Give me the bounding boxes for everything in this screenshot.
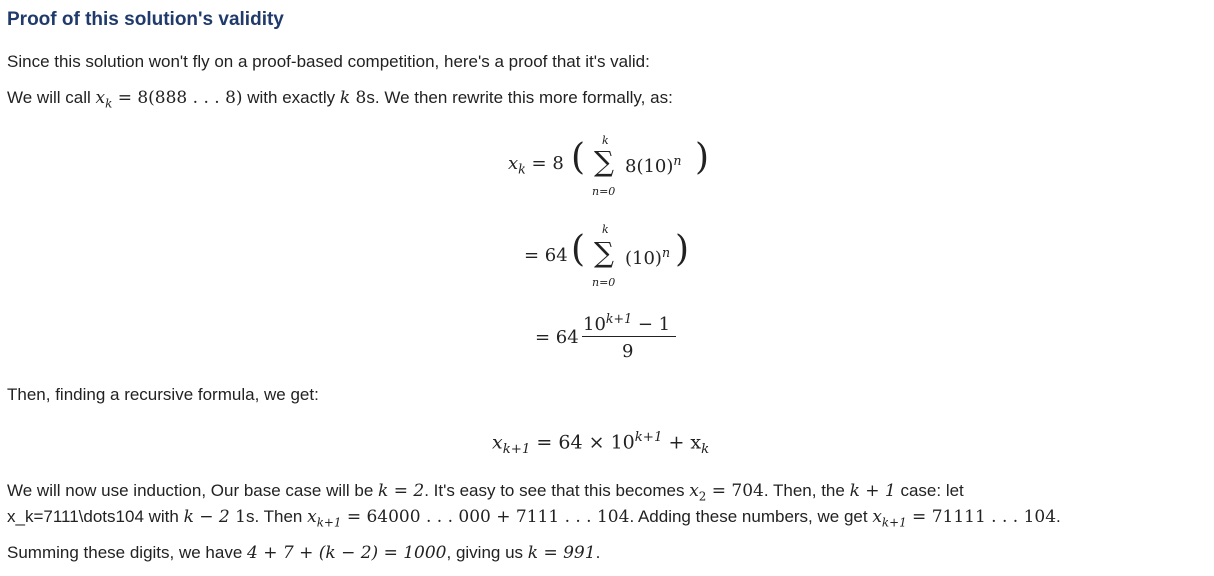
- equation-4: [492, 430, 709, 457]
- sum-body: [625, 245, 670, 269]
- sigma-icon: ∑: [594, 145, 614, 178]
- math-x: x: [307, 507, 317, 527]
- sum-lower-limit: n=0: [592, 276, 616, 289]
- math-body: (10): [625, 248, 662, 269]
- math-minus-one: − 1: [632, 314, 671, 335]
- fraction-numerator: [583, 311, 670, 335]
- math-expression: = 64 × 10: [530, 431, 635, 454]
- text-fragment: We will now use induction, Our base case will be: [7, 481, 379, 500]
- math-subscript: k: [701, 442, 710, 458]
- fraction-denominator: 9: [622, 341, 634, 362]
- math-eight: 8: [350, 88, 367, 108]
- math-expression: k − 2: [183, 507, 230, 527]
- sum-upper-limit: k: [602, 223, 609, 236]
- fraction-bar: [582, 336, 676, 337]
- text-fragment: . It's easy to see that this becomes: [424, 481, 690, 500]
- left-paren: (: [571, 137, 586, 178]
- math-ten: 10: [583, 314, 606, 335]
- induction-line-2: [7, 507, 1061, 529]
- eq1-lhs: [508, 153, 564, 177]
- math-x: x: [689, 481, 699, 501]
- math-subscript: k+1: [502, 442, 531, 458]
- math-expression: k = 991: [527, 543, 596, 563]
- math-x: x: [492, 431, 503, 454]
- math-superscript: k+1: [605, 311, 633, 326]
- math-x: x: [95, 88, 106, 108]
- sum-upper-limit: k: [602, 134, 609, 147]
- text-fragment: x_k=7111\dots104 with: [7, 507, 184, 526]
- math-subscript: k: [518, 161, 526, 177]
- math-expression: 4 + 7 + (k − 2) = 1000: [247, 543, 447, 563]
- math-expression: + x: [662, 431, 702, 454]
- math-subscript: 2: [698, 489, 707, 504]
- text-fragment: .: [1056, 507, 1061, 526]
- math-expression: = 71111 . . . 104: [906, 507, 1057, 527]
- math-body: 8(10): [625, 156, 674, 177]
- text-fragment: s. We then rewrite this more formally, as:: [366, 88, 673, 107]
- math-expression: k = 2: [378, 481, 425, 501]
- math-k: k: [339, 88, 351, 108]
- text-fragment: We will call: [7, 88, 96, 107]
- math-x: x: [872, 507, 882, 527]
- math-subscript: k+1: [881, 515, 907, 530]
- math-expression: = 704: [706, 481, 764, 501]
- text-fragment: with exactly: [242, 88, 340, 107]
- math-superscript: n: [673, 153, 682, 168]
- recursive-paragraph: Then, finding a recursive formula, we get:: [7, 385, 319, 404]
- math-expression: = 8(888 . . . 8): [112, 88, 243, 108]
- math-superscript: k+1: [634, 430, 663, 445]
- math-expression: k + 1: [849, 481, 896, 501]
- intro-paragraph: Since this solution won't fly on a proof-based competition, here's a proof that it's valid:: [7, 52, 650, 71]
- math-subscript: k+1: [316, 515, 342, 530]
- eq2-lhs: = 64: [524, 245, 568, 266]
- sum-body: [625, 153, 682, 177]
- text-fragment: Summing these digits, we have: [7, 543, 248, 562]
- induction-line-3: [7, 543, 600, 563]
- math-expression: = 64000 . . . 000 + 7111 . . . 104: [341, 507, 630, 527]
- left-paren: (: [571, 229, 586, 270]
- section-heading: Proof of this solution's validity: [7, 9, 284, 30]
- right-paren: ): [675, 229, 690, 270]
- math-eqsign: = 8: [531, 153, 564, 174]
- math-superscript: n: [661, 245, 671, 260]
- text-fragment: . Then, the: [763, 481, 850, 500]
- text-fragment: case: let: [895, 481, 964, 500]
- text-fragment: . Adding these numbers, we get: [629, 507, 873, 526]
- induction-line-1: [7, 481, 964, 503]
- text-fragment: .: [595, 543, 601, 562]
- eq3-lhs: = 64: [535, 327, 579, 348]
- math-subscript: k: [105, 96, 113, 111]
- text-fragment: s. Then: [245, 507, 308, 526]
- text-fragment: , giving us: [446, 543, 528, 562]
- sigma-icon: ∑: [594, 236, 614, 269]
- right-paren: ): [695, 137, 710, 178]
- sum-lower-limit: n=0: [592, 185, 616, 198]
- definition-paragraph: [7, 88, 673, 110]
- math-expression: 1: [229, 507, 246, 527]
- math-x: x: [508, 153, 519, 174]
